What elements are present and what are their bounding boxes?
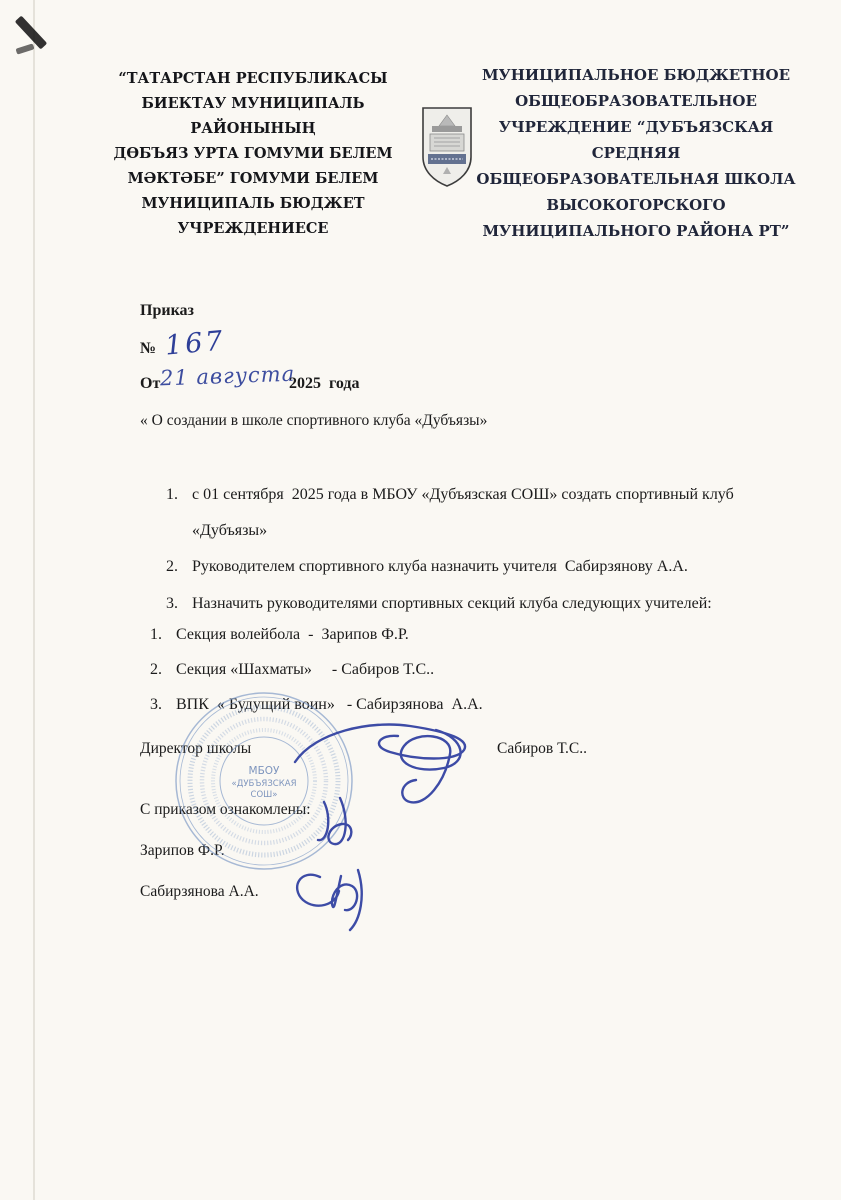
scan-artifact-top-left-2 xyxy=(16,43,35,54)
header-line: УЧРЕЖДЕНИЕ “ДУБЪЯЗСКАЯ xyxy=(498,118,774,136)
header-line: БИЕКТАУ МУНИЦИПАЛЬ xyxy=(141,95,365,112)
director-name: Сабиров Т.С.. xyxy=(497,740,587,757)
order-number-label: № xyxy=(140,340,157,357)
header-line: “ТАТАРСТАН РЕСПУБЛИКАСЫ xyxy=(118,70,388,87)
list-item-number: 2. xyxy=(166,558,178,575)
director-label: Директор школы xyxy=(140,740,252,757)
header-line: МУНИЦИПАЛЬНОЕ БЮДЖЕТНОЕ xyxy=(481,66,791,84)
list-item-text: с 01 сентября 2025 года в МБОУ «Дубъязская СОШ» создать спортивный клуб xyxy=(192,486,734,503)
header-line: УЧРЕЖДЕНИЕСЕ xyxy=(177,220,329,237)
director-signature-flourish xyxy=(401,730,461,802)
acknowledged-person-2: Сабирзянова А.А. xyxy=(140,883,259,900)
scan-edge-line xyxy=(33,0,35,1200)
ink-signatures xyxy=(240,690,510,960)
person2-signature xyxy=(297,870,362,930)
person1-signature xyxy=(318,798,351,844)
header-org-name-russian xyxy=(438,62,834,244)
header-line: МӘКТӘБЕ” ГОМУМИ БЕЛЕМ xyxy=(127,170,379,187)
acknowledged-label: С приказом ознакомлены: xyxy=(140,801,311,818)
section-item-text: Секция волейбола - Зарипов Ф.Р. xyxy=(176,626,409,643)
header-line: МУНИЦИПАЛЬНОГО РАЙОНА РТ” xyxy=(482,222,790,240)
list-item-text: Назначить руководителями спортивных секций клуба следующих учителей: xyxy=(192,595,712,612)
order-date-label: От xyxy=(140,375,161,392)
stamp-text-line3: СОШ» xyxy=(250,790,278,800)
list-item-number: 1. xyxy=(166,486,178,503)
list-item-text: Руководителем спортивного клуба назначить учителя Сабирзянову А.А. xyxy=(192,558,688,575)
acknowledged-person-1: Зарипов Ф.Р. xyxy=(140,842,225,859)
header-line: МУНИЦИПАЛЬ БЮДЖЕТ xyxy=(141,195,365,212)
order-subject: « О создании в школе спортивного клуба «Дубъязы» xyxy=(140,412,488,429)
header-line: ВЫСОКОГОРСКОГО xyxy=(546,196,726,214)
header-org-name-tatar xyxy=(100,66,406,241)
header-line: ОБЩЕОБРАЗОВАТЕЛЬНАЯ ШКОЛА xyxy=(476,170,796,188)
list-item-text-continued: «Дубъязы» xyxy=(192,522,268,539)
order-title: Приказ xyxy=(140,302,194,319)
header-line: СРЕДНЯЯ xyxy=(591,144,681,162)
list-item-number: 3. xyxy=(166,595,178,612)
header-line: РАЙОНЫНЫҢ xyxy=(190,120,316,137)
stamp-text-line1: МБОУ xyxy=(248,765,280,777)
order-date-year: 2025 года xyxy=(289,375,360,392)
section-item-number: 3. xyxy=(150,696,162,713)
section-item-text: Секция «Шахматы» - Сабиров Т.С.. xyxy=(176,661,435,678)
order-number-handwritten: 167 xyxy=(163,325,227,362)
order-date-handwritten: 21 августа xyxy=(159,361,296,391)
stamp-text-line2: «ДУБЪЯЗСКАЯ xyxy=(231,779,297,789)
header-line: ОБЩЕОБРАЗОВАТЕЛЬНОЕ xyxy=(515,92,757,110)
section-item-text: ВПК « Будущий воин» - Сабирзянова А.А. xyxy=(176,696,483,713)
section-item-number: 1. xyxy=(150,626,162,643)
header-line: ДӨБЪЯЗ УРТА ГОМУМИ БЕЛЕМ xyxy=(113,145,393,162)
section-item-number: 2. xyxy=(150,661,162,678)
